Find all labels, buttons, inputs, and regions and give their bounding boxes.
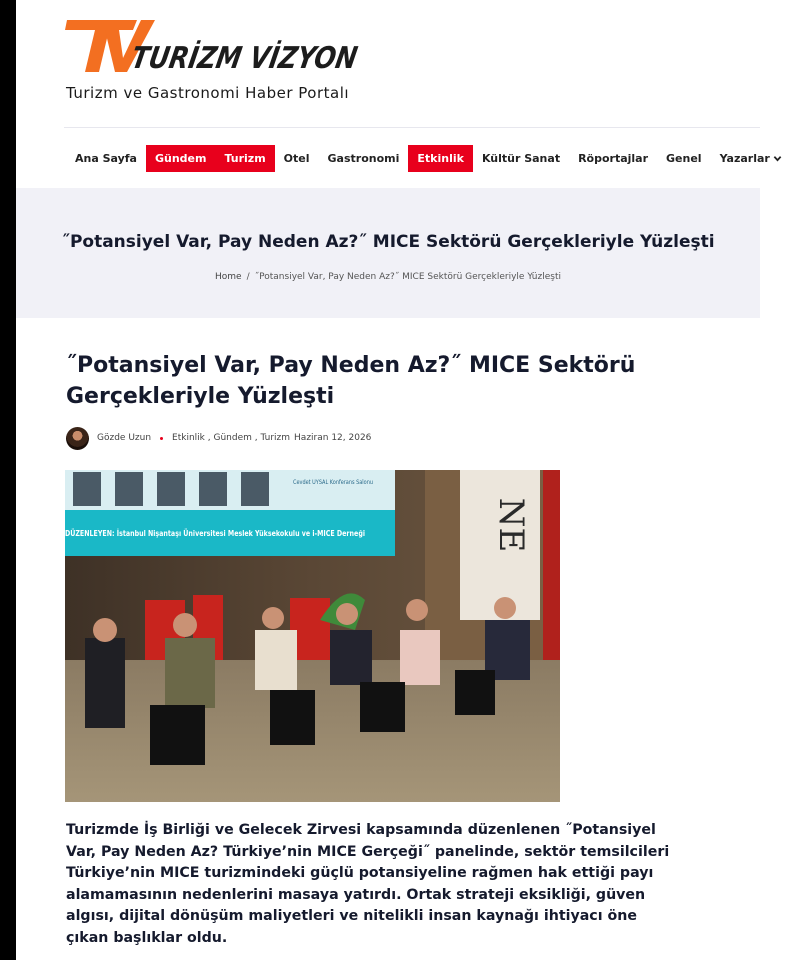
breadcrumb-separator: / bbox=[246, 272, 250, 282]
nav-label: Gündem bbox=[154, 151, 207, 165]
nav-item-turizm[interactable] bbox=[215, 145, 274, 172]
photo-room-text: Cevdet UYSAL Konferans Salonu bbox=[293, 479, 374, 486]
logo-wordmark: TURİZM VİZYON bbox=[128, 41, 404, 76]
nav-item-gundem[interactable] bbox=[146, 145, 216, 172]
nav-item-kultur-sanat[interactable] bbox=[473, 145, 569, 172]
nav-item-ana-sayfa[interactable] bbox=[66, 145, 146, 172]
nav-item-gastronomi[interactable] bbox=[319, 145, 409, 172]
nav-item-etkinlik[interactable] bbox=[408, 145, 473, 172]
page bbox=[16, 0, 770, 960]
article-photo bbox=[65, 470, 560, 802]
nav-label: Etkinlik bbox=[417, 151, 464, 165]
main-nav bbox=[66, 144, 791, 172]
breadcrumb bbox=[16, 272, 760, 282]
site-tagline: Turizm ve Gastronomi Haber Portalı bbox=[66, 84, 350, 102]
article-date: Haziran 12, 2026 bbox=[294, 433, 372, 443]
meta-separator-dot bbox=[160, 437, 163, 440]
left-edge-strip bbox=[0, 0, 16, 960]
nav-label: Turizm bbox=[224, 151, 266, 165]
article-meta: Gözde Uzun Etkinlik , Gündem , Turizm Haziran 12, 2026 bbox=[66, 426, 371, 450]
article-lead: Turizmde İş Birliği ve Gelecek Zirvesi kapsamında düzenlenen ˝Potansiyel Var, Pay Neden Az? Türkiye’nin MICE Gerçeği˝ panelinde, sektör temsilcileri Türkiye’nin MICE turizmindeki güçlü potansiyeline rağmen hak ettiği payı alamamasının nedenlerini masaya yatırdı. Ortak strateji eksikliği, güven algısı, dijital dönüşüm maliyetleri ve nitelikli insan kaynağı ihtiyacı öne çıkan başlıklar oldu. bbox=[66, 822, 670, 946]
author-avatar[interactable] bbox=[66, 427, 89, 450]
site-logo[interactable] bbox=[65, 18, 404, 76]
page-title-band bbox=[16, 188, 760, 318]
nav-label: Ana Sayfa bbox=[75, 151, 137, 165]
nav-label: Genel bbox=[666, 151, 702, 165]
breadcrumb-current: ˝Potansiyel Var, Pay Neden Az?˝ MICE Sektörü Gerçekleriyle Yüzleşti bbox=[254, 272, 561, 282]
wall-letters: NE bbox=[491, 497, 531, 553]
category-link-turizm[interactable]: Turizm bbox=[260, 433, 291, 443]
nav-item-roportajlar[interactable] bbox=[569, 145, 657, 172]
chevron-down-icon bbox=[773, 154, 782, 163]
category-link-etkinlik[interactable]: Etkinlik bbox=[172, 433, 205, 443]
article-title: ˝Potansiyel Var, Pay Neden Az?˝ MICE Sektörü Gerçekleriyle Yüzleşti bbox=[66, 353, 636, 409]
nav-label: Kültür Sanat bbox=[481, 151, 561, 165]
category-link-gundem[interactable]: Gündem bbox=[213, 433, 252, 443]
nav-label: Otel bbox=[283, 151, 310, 165]
nav-item-yazarlar[interactable] bbox=[711, 145, 791, 172]
nav-label: Gastronomi bbox=[327, 151, 400, 165]
author-name[interactable]: Gözde Uzun bbox=[97, 433, 152, 443]
nav-item-genel[interactable] bbox=[657, 145, 711, 172]
breadcrumb-home-link[interactable]: Home bbox=[215, 272, 242, 282]
page-title: ˝Potansiyel Var, Pay Neden Az?˝ MICE Sektörü Gerçekleriyle Yüzleşti bbox=[61, 232, 715, 252]
nav-item-otel[interactable] bbox=[275, 145, 319, 172]
nav-label: Yazarlar bbox=[719, 151, 770, 165]
header-divider bbox=[64, 127, 760, 128]
photo-screen-text: DÜZENLEYEN: İstanbul Nişantaşı Üniversitesi Meslek Yüksekokulu ve i-MICE Derneği bbox=[65, 529, 365, 538]
nav-label: Röportajlar bbox=[578, 151, 649, 165]
